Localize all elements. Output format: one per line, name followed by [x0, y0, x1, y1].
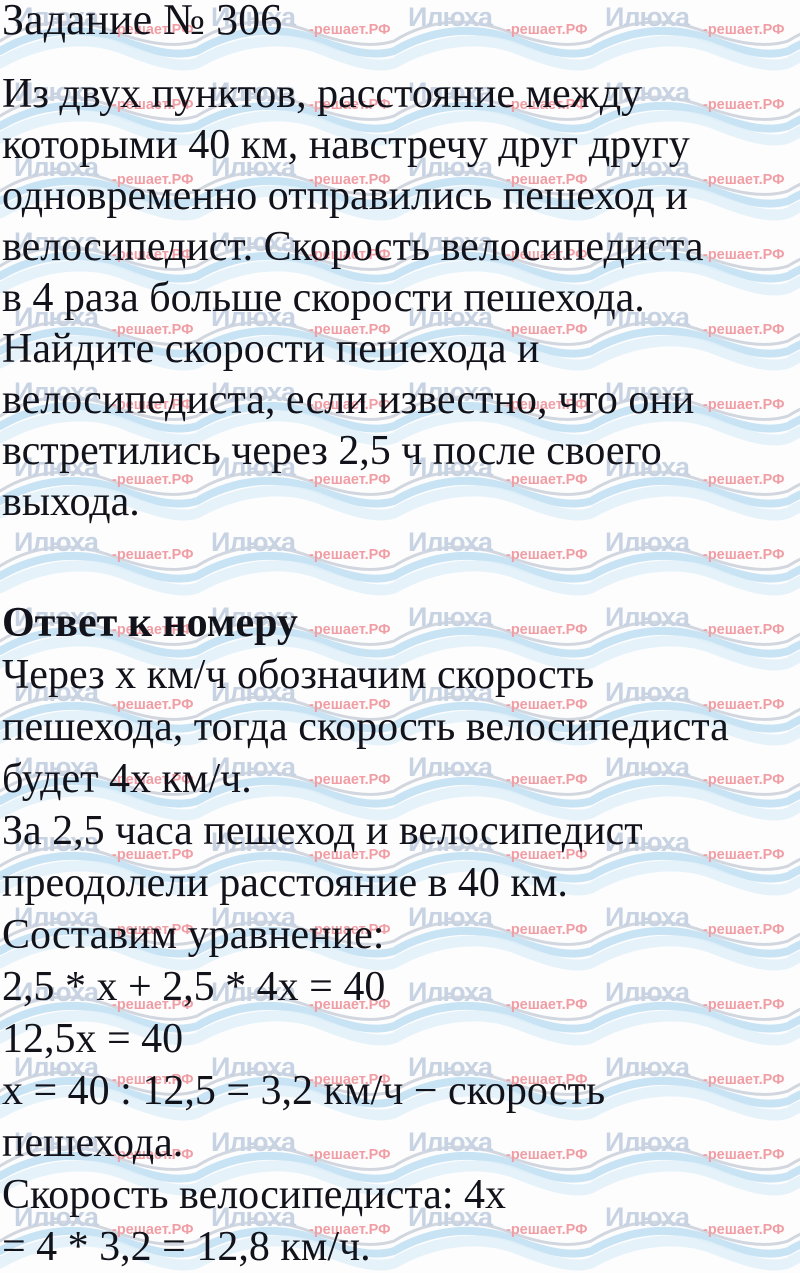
problem-line: встретились через 2,5 ч после своего — [2, 428, 662, 474]
problem-line: Из двух пунктов, расстояние между — [2, 71, 643, 117]
answer-line: пешехода. — [2, 1120, 184, 1166]
problem-line: велосипедиста, если известно, что они — [2, 377, 695, 423]
answer-line: Составим уравнение: — [2, 912, 385, 958]
answer-line: пешехода, тогда скорость велосипедиста — [2, 704, 729, 750]
problem-line: в 4 раза больше скорости пешехода. — [2, 275, 645, 321]
answer-line: 12,5x = 40 — [2, 1016, 184, 1062]
problem-line: одновременно отправились пешеход и — [2, 173, 688, 219]
answer-line: Через x км/ч обозначим скорость — [2, 652, 595, 698]
problem-line: Найдите скорости пешехода и — [2, 326, 540, 372]
document-content — [2, 0, 800, 1273]
page-title: Задание № 306 — [2, 0, 283, 44]
answer-section — [2, 597, 800, 1273]
answer-line: x = 40 : 12,5 = 3,2 км/ч − скорость — [2, 1068, 606, 1114]
answer-line: 2,5 * x + 2,5 * 4x = 40 — [2, 964, 386, 1010]
answer-line: преодолели расстояние в 40 км. — [2, 860, 568, 906]
problem-line: велосипедист. Скорость велосипедиста — [2, 224, 704, 270]
answer-line: Скорость велосипедиста: 4x — [2, 1172, 507, 1218]
answer-heading: Ответ к номеру — [2, 600, 298, 646]
problem-line: которыми 40 км, навстречу друг другу — [2, 122, 690, 168]
problem-line: выхода. — [2, 479, 140, 525]
answer-solution — [2, 649, 800, 1273]
answer-line: = 4 * 3,2 = 12,8 км/ч. — [2, 1224, 371, 1270]
answer-line: будет 4x км/ч. — [2, 756, 252, 802]
answer-line: За 2,5 часа пешеход и велосипедист — [2, 808, 643, 854]
problem-statement — [2, 69, 800, 528]
